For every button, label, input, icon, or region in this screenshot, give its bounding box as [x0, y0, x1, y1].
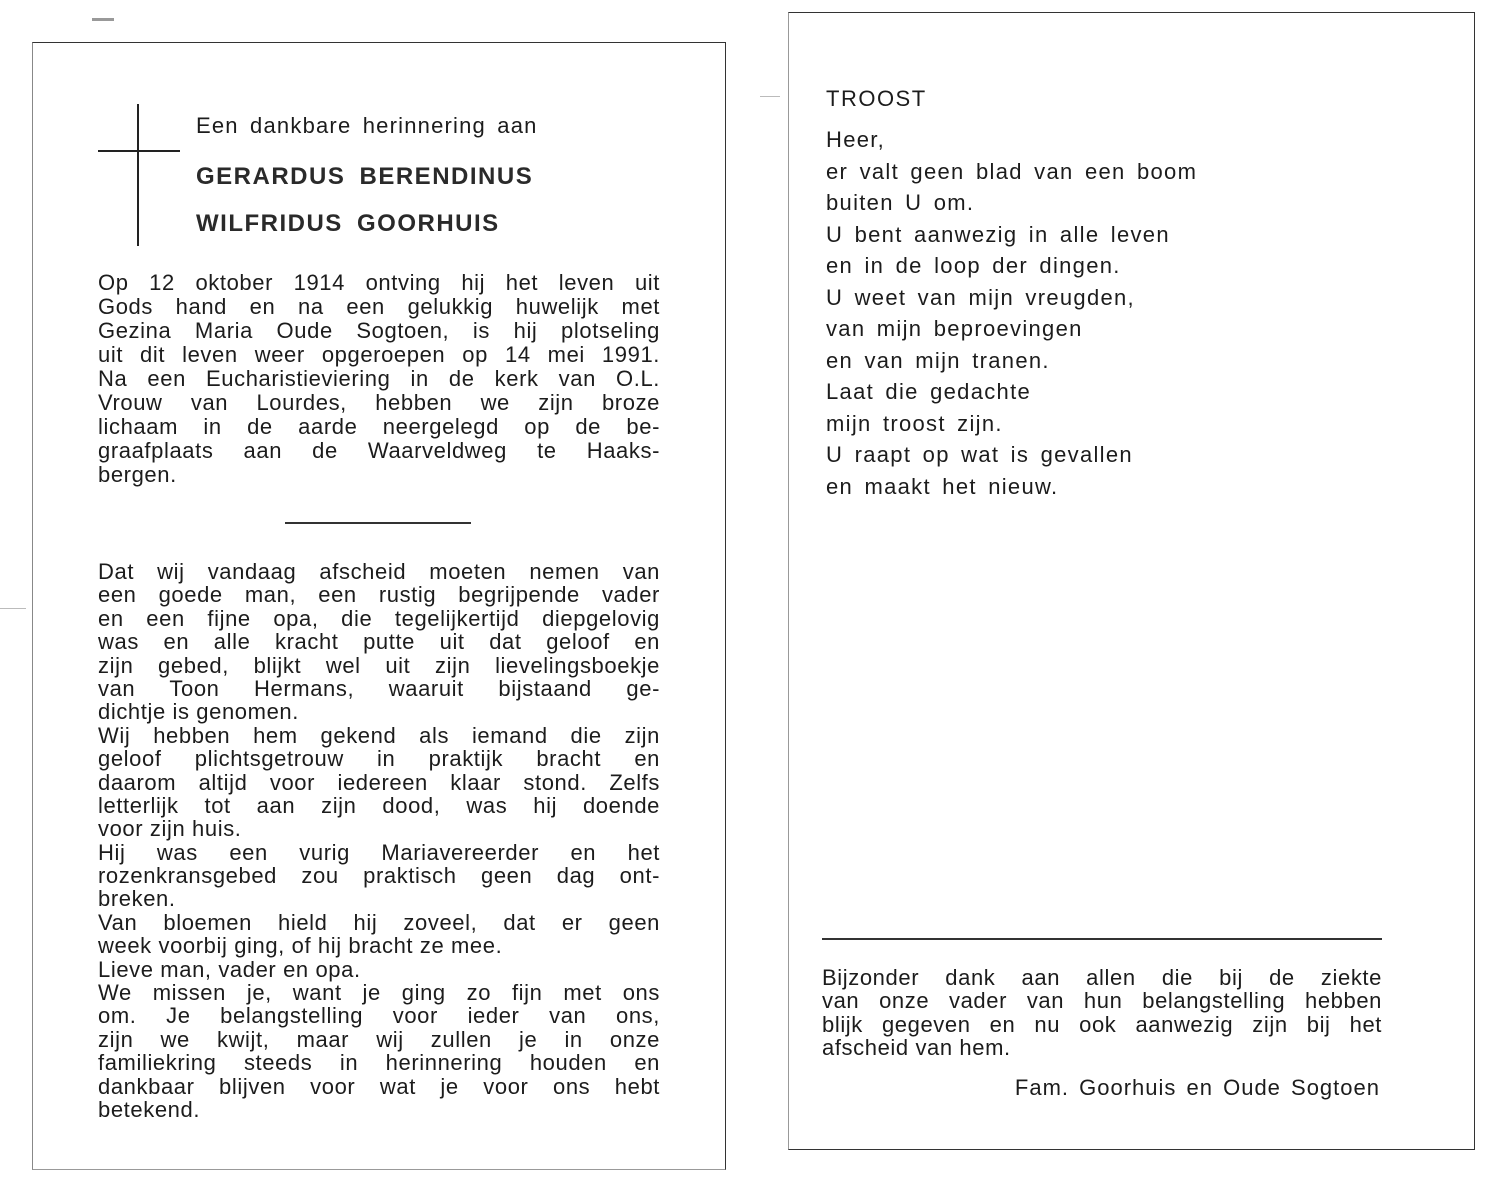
signature: Fam. Goorhuis en Oude Sogtoen: [1014, 1075, 1380, 1100]
text-line: bergen.: [98, 462, 177, 487]
text-line: om. Je belangstelling voor ieder van ons,: [98, 1003, 660, 1029]
tribute-text: [98, 560, 660, 1121]
scan-mark: [760, 96, 780, 97]
poem-line: buiten U om.: [826, 190, 975, 215]
deceased-name-line1: GERARDUS BERENDINUS: [196, 163, 534, 190]
text-line: afscheid van hem.: [822, 1035, 1011, 1061]
text-line: blijk gegeven en nu ook aanwezig zijn bij het: [822, 1011, 1382, 1037]
text-line: rozenkransgebed zou praktisch geen dag ont-: [98, 863, 660, 889]
text-line: Op 12 oktober 1914 ontving hij het leven uit: [98, 270, 660, 295]
text-line: Dat wij vandaag afscheid moeten nemen van: [98, 559, 660, 584]
divider: [285, 522, 471, 524]
text-line: zijn we kwijt, maar wij zullen je in onze: [98, 1026, 660, 1052]
deceased-name-line2: WILFRIDUS GOORHUIS: [196, 210, 500, 237]
poem-line: en in de loop der dingen.: [826, 253, 1121, 278]
text-line: Van bloemen hield hij zoveel, dat er geen: [98, 909, 660, 935]
text-line: voor zijn huis.: [98, 816, 242, 842]
scan-mark: [0, 608, 26, 609]
text-line: Gods hand en na een gelukkig huwelijk met: [98, 294, 660, 319]
text-line: en een fijne opa, die tegelijkertijd diepgelovig: [98, 605, 660, 631]
poem-line: en maakt het nieuw.: [826, 473, 1059, 499]
text-line: Na een Eucharistieviering in de kerk van O.L.: [98, 366, 660, 391]
text-line: We missen je, want je ging zo fijn met ons: [98, 980, 660, 1006]
text-line: Bijzonder dank aan allen die bij de ziekte: [822, 965, 1382, 990]
text-line: Gezina Maria Oude Sogtoen, is hij plotseling: [98, 318, 660, 343]
text-line: week voorbij ging, of hij bracht ze mee.: [98, 933, 503, 959]
intro-text: Een dankbare herinnering aan: [196, 113, 538, 138]
text-line: betekend.: [98, 1096, 201, 1122]
poem-line: en van mijn tranen.: [826, 347, 1050, 373]
poem-line: U raapt op wat is gevallen: [826, 442, 1133, 467]
poem-line: Laat die gedachte: [826, 379, 1032, 404]
thanks-paragraph: [822, 966, 1382, 1060]
divider: [822, 938, 1382, 940]
text-line: was en alle kracht putte uit dat geloof en: [98, 629, 660, 655]
text-line: een goede man, een rustig begrijpende vader: [98, 582, 660, 608]
poem-title: TROOST: [826, 86, 927, 111]
text-line: van onze vader van hun belangstelling hebben: [822, 988, 1382, 1014]
poem-line: Heer,: [826, 127, 886, 152]
biography-paragraph: [98, 271, 660, 487]
text-line: lichaam in de aarde neergelegd op de be-: [98, 414, 660, 439]
text-line: dichtje is genomen.: [98, 699, 299, 725]
cross-icon-bar: [98, 150, 180, 152]
text-line: Lieve man, vader en opa.: [98, 956, 361, 982]
text-line: letterlijk tot aan zijn dood, was hij doende: [98, 792, 660, 818]
poem: [826, 124, 1197, 502]
poem-line: mijn troost zijn.: [826, 410, 1003, 436]
poem-line: er valt geen blad van een boom: [826, 158, 1198, 184]
text-line: Hij was een vurig Mariavereerder en het: [98, 839, 660, 865]
text-line: breken.: [98, 886, 176, 912]
text-line: graafplaats aan de Waarveldweg te Haaks-: [98, 438, 660, 463]
poem-line: U weet van mijn vreugden,: [826, 284, 1135, 310]
scan-mark: [92, 18, 114, 21]
text-line: van Toon Hermans, waaruit bijstaand ge-: [98, 675, 660, 701]
poem-line: U bent aanwezig in alle leven: [826, 221, 1170, 247]
text-line: Wij hebben hem gekend als iemand die zijn: [98, 722, 660, 748]
cross-icon: [137, 104, 139, 246]
text-line: uit dit leven weer opgeroepen op 14 mei 1991.: [98, 342, 660, 367]
poem-line: van mijn beproevingen: [826, 316, 1083, 341]
text-line: Vrouw van Lourdes, hebben we zijn broze: [98, 390, 660, 415]
text-line: familiekring steeds in herinnering houden en: [98, 1050, 660, 1076]
text-line: daarom altijd voor iedereen klaar stond. Zelfs: [98, 769, 660, 795]
text-line: zijn gebed, blijkt wel uit zijn lievelingsboekje: [98, 652, 660, 678]
text-line: geloof plichtsgetrouw in praktijk bracht en: [98, 746, 660, 772]
text-line: dankbaar blijven voor wat je voor ons hebt: [98, 1073, 660, 1099]
